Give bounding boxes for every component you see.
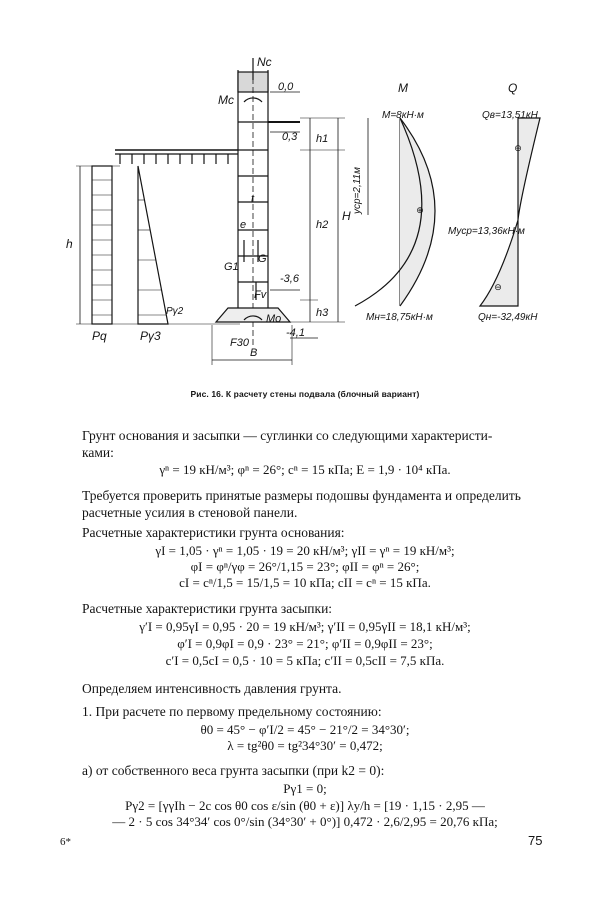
label-pg2: Pγ2 (166, 306, 184, 317)
retaining-wall-figure (0, 0, 610, 385)
label-41: -4,1 (286, 327, 305, 339)
svg-text:⊖: ⊖ (494, 282, 502, 292)
equation-8: θ0 = 45° − φ′I/2 = 45° − 21°/2 = 34°30′; (200, 722, 410, 737)
equation-10: Pγ1 = 0; (283, 781, 327, 796)
label-03: 0,3 (282, 131, 298, 143)
label-ycp: ycp=2,11м (352, 167, 363, 214)
label-H: H (342, 209, 351, 223)
para-1-line-2: ками: (82, 445, 114, 460)
figure-caption: Рис. 16. К расчету стены подвала (блочный вариант) (190, 389, 420, 399)
equation-6: φ′I = 0,9φI = 0,9 · 23° = 21°; φ′II = 0,9φII = 23°; (177, 636, 433, 651)
equation-9: λ = tg²θ0 = tg²34°30′ = 0,472; (227, 738, 383, 753)
para-6: 1. При расчете по первому предельному состоянию: (82, 704, 382, 719)
para-1-line-1: Грунт основания и засыпки — суглинки со следующими характеристи- (82, 428, 493, 443)
label-nc: Nc (257, 55, 272, 69)
svg-text:⊕: ⊕ (416, 205, 424, 215)
equation-2: γI = 1,05 · γⁿ = 1,05 · 19 = 20 кН/м³; γII = γⁿ = 19 кН/м³; (155, 543, 455, 558)
equation-12: — 2 · 5 cos 34°34′ cos 0°/sin (34°30′ + 0°)] 0,472 · 2,6/2,95 = 20,76 кПа; (112, 814, 498, 829)
label-h: h (66, 237, 73, 251)
label-m-mid: Mycp=13,36кН·м (448, 226, 525, 237)
label-t: t (251, 193, 255, 205)
para-7: а) от собственного веса грунта засыпки (при k2 = 0): (82, 763, 385, 778)
label-q-top: Qв=13,51кН (482, 110, 538, 121)
para-5: Определяем интенсивность давления грунта. (82, 681, 342, 696)
label-fv: Fv (254, 289, 267, 301)
para-3: Расчетные характеристики грунта основания: (82, 525, 345, 540)
svg-text:⊕: ⊕ (514, 143, 522, 153)
label-pq: Pq (92, 329, 107, 343)
label-36: -3,6 (280, 273, 299, 285)
equation-3: φI = φⁿ/γφ = 26°/1,15 = 23°; φII = φⁿ = 26°; (190, 559, 420, 574)
equation-4: cI = cⁿ/1,5 = 15/1,5 = 10 кПа; cII = cⁿ = 15 кПа. (179, 575, 431, 590)
label-mo: Mo (266, 313, 282, 325)
label-e: e (240, 219, 247, 231)
page-number: 75 (528, 833, 543, 848)
label-m-top: M=8кН·м (382, 110, 424, 121)
label-b: B (250, 347, 258, 359)
equation-7: c′I = 0,5cI = 0,5 · 10 = 5 кПа; c′II = 0,5cII = 7,5 кПа. (165, 653, 445, 668)
equation-5: γ′I = 0,95γI = 0,95 · 20 = 19 кН/м³; γ′II = 0,95γII = 18,1 кН/м³; (139, 619, 471, 634)
label-mc: Mc (218, 93, 234, 107)
label-m-bot: Mн=18,75кН·м (366, 312, 433, 323)
label-h3: h3 (316, 307, 329, 319)
equation-11: Pγ2 = [γγIh − 2c cos θ0 cos ε/sin (θ0 + ε)] λy/h = [19 · 1,15 · 2,95 — (125, 798, 485, 813)
label-g: G (258, 253, 267, 265)
para-2-line-2: расчетные усилия в стеновой панели. (82, 505, 298, 520)
label-h2: h2 (316, 219, 329, 231)
label-g1: G1 (224, 261, 239, 273)
signature-mark: 6* (60, 836, 71, 848)
label-Q: Q (508, 81, 518, 95)
label-pg3: Pγ3 (140, 329, 161, 343)
label-h1: h1 (316, 133, 329, 145)
equation-1: γⁿ = 19 кН/м³; φⁿ = 26°; cⁿ = 15 кПа; E = 1,9 · 10⁴ кПа. (159, 462, 451, 477)
para-4: Расчетные характеристики грунта засыпки: (82, 601, 333, 616)
label-q-bot: Qн=-32,49кН (478, 312, 538, 323)
label-f30: F30 (230, 337, 249, 349)
label-M: M (398, 81, 408, 95)
para-2-line-1: Требуется проверить принятые размеры подошвы фундамента и определить (82, 488, 521, 503)
label-top-val: 0,0 (278, 81, 294, 93)
